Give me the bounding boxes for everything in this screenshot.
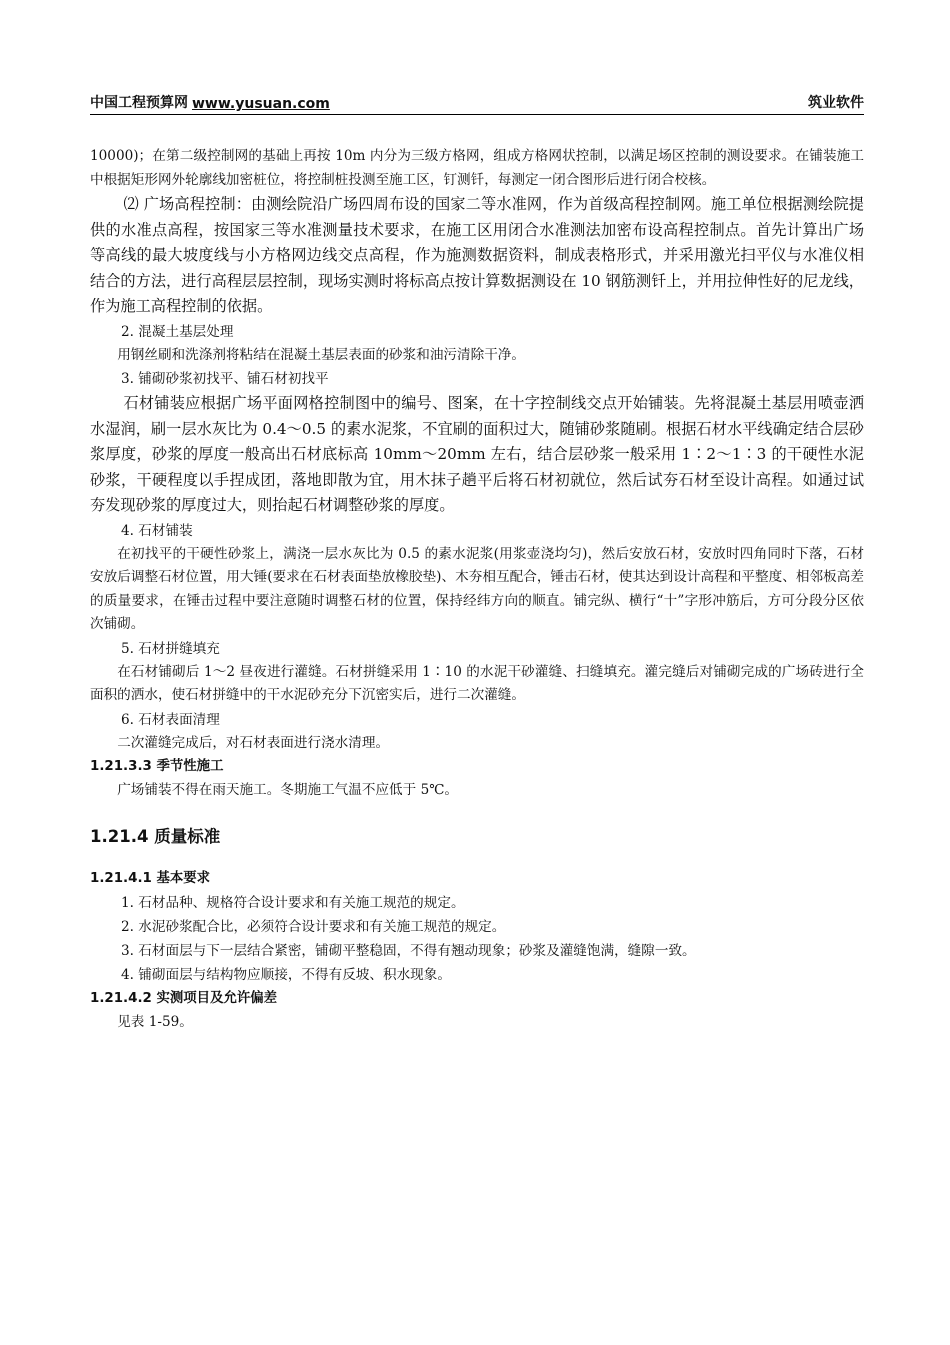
section-text-1-21-4-2: 见表 1-59。 bbox=[117, 1013, 193, 1030]
section-heading-1-21-3-3: 1.21.3.3 季节性施工 bbox=[90, 759, 224, 774]
section-text-1-21-3-3: 广场铺装不得在雨天施工。冬期施工气温不应低于 5℃。 bbox=[117, 782, 459, 798]
section-heading-1-21-4-2: 1.21.4.2 实测项目及允许偏差 bbox=[90, 990, 278, 1006]
step-text-3: 石材铺装应根据广场平面网格控制图中的编号、图案，在十字控制线交点开始铺装。先将混凝土基层用喷壶洒水湿润，刷一层水灰比为 0.4～0.5 的素水泥浆，不宜刷的面积过大，随铺砂浆随刷。根据石材水平线确定结合层砂浆厚度，砂浆的厚度一般高出石材底标高 10mm～20mm 左右，结合层砂浆一般采用 1∶2～1∶3 的干硬性水泥砂浆，干硬程度以手捏成团，落地即散为宜，用木抹子趟平后将石材初就位，然后试夯石材至设计高程。如通过试夯发现砂浆的厚度过大，则抬起石材调整砂浆的厚度。 bbox=[90, 394, 864, 514]
step-text-5: 在石材铺砌后 1～2 昼夜进行灌缝。石材拼缝采用 1∶10 的水泥干砂灌缝、扫缝填充。灌完缝后对铺砌完成的广场砖进行全面积的洒水，使石材拼缝中的干水泥砂充分下沉密实后，进行二次灌缝。 bbox=[90, 663, 864, 703]
paragraph-grid-control: 10000)；在第二级控制网的基础上再按 10m 内分为三级方格网，组成方格网状控制，以满足场区控制的测设要求。在铺装施工中根据矩形网外轮廓线加密桩位，将控制桩投测至施工区，钉测钎，每测定一闭合图形后进行闭合校核。 bbox=[90, 148, 864, 188]
step-title-3: 3. 铺砌砂浆初找平、铺石材初找平 bbox=[121, 371, 329, 387]
step-title-4: 4. 石材铺装 bbox=[121, 522, 193, 539]
step-text-2: 用钢丝刷和洗涤剂将粘结在混凝土基层表面的砂浆和油污清除干净。 bbox=[117, 346, 525, 363]
step-text-4: 在初找平的干硬性砂浆上，满浇一层水灰比为 0.5 的素水泥浆(用浆壶浇均匀)，然后安放石材，安放时四角同时下落，石材安放后调整石材位置，用大锤(要求在石材表面垫放橡胶垫)、木夯相互配合，锤击石材，使其达到设计高程和平整度、相邻板高差的质量要求，在锤击过程中要注意随时调整石材的位置，保持经纬方向的顺直。铺完纵、横行“十”字形冲筋后，方可分段分区依次铺砌。 bbox=[90, 545, 864, 632]
requirement-item: 2. 水泥砂浆配合比，必须符合设计要求和有关施工规范的规定。 bbox=[121, 918, 506, 935]
requirement-item: 3. 石材面层与下一层结合紧密，铺砌平整稳固，不得有翘动现象；砂浆及灌缝饱满，缝隙一致。 bbox=[121, 942, 696, 959]
section-heading-1-21-4-1: 1.21.4.1 基本要求 bbox=[90, 870, 211, 886]
page-header bbox=[90, 92, 864, 115]
step-title-5: 5. 石材拼缝填充 bbox=[121, 640, 220, 657]
document-body bbox=[90, 145, 864, 1034]
paragraph-elevation-control: ⑵ 广场高程控制：由测绘院沿广场四周布设的国家二等水准网，作为首级高程控制网。施工单位根据测绘院提供的水准点高程，按国家三等水准测量技术要求，在施工区用闭合水准测法加密布设高程控制点。首先计算出广场等高线的最大坡度线与小方格网边线交点高程，作为施测数据资料，制成表格形式，并采用激光扫平仪与水准仪相结合的方法，进行高程层层控制，现场实测时将标高点按计算数据测设在 10 钢筋测钎上，并用拉伸性好的尼龙线，作为施工高程控制的依据。 bbox=[90, 195, 864, 315]
requirement-item: 4. 铺砌面层与结构物应顺接，不得有反坡、积水现象。 bbox=[121, 966, 451, 983]
header-site-name: 中国工程预算网 bbox=[90, 95, 188, 111]
section-heading-1-21-4: 1.21.4 质量标准 bbox=[90, 826, 221, 846]
header-url-link[interactable]: www.yusuan.com bbox=[192, 96, 330, 112]
step-text-6: 二次灌缝完成后，对石材表面进行浇水清理。 bbox=[117, 734, 390, 751]
header-brand: 筑业软件 bbox=[808, 95, 864, 111]
step-title-6: 6. 石材表面清理 bbox=[121, 711, 220, 728]
requirement-item: 1. 石材品种、规格符合设计要求和有关施工规范的规定。 bbox=[121, 894, 465, 911]
step-title-2: 2. 混凝土基层处理 bbox=[121, 323, 234, 340]
document-page bbox=[90, 92, 864, 1034]
